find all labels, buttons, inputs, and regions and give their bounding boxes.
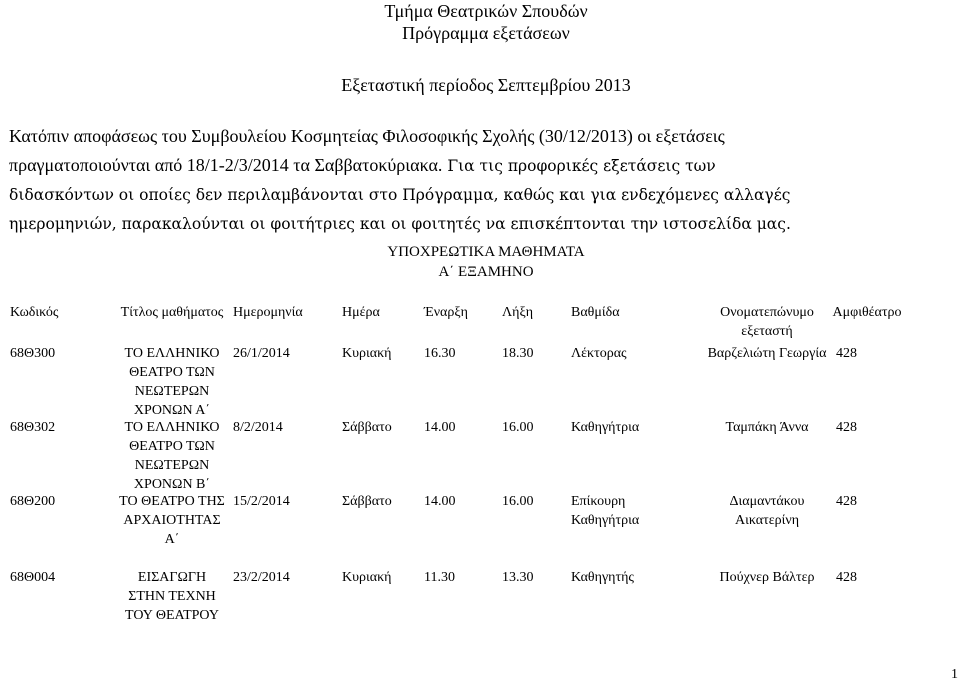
notice-line-4: ημερομηνιών, παρακαλούνται οι φοιτήτριες και οι φοιτητές να επισκέπτονται την ιστοσελίδα μας. — [9, 215, 791, 233]
row-title: ΤΟ ΕΛΛΗΝΙΚΟ ΘΕΑΤΡΟ ΤΩΝ ΝΕΩΤΕΡΩΝ ΧΡΟΝΩΝ Β΄ — [124, 420, 220, 492]
row-start: 16.30 — [424, 346, 456, 361]
row-title: ΤΟ ΕΛΛΗΝΙΚΟ ΘΕΑΤΡΟ ΤΩΝ ΝΕΩΤΕΡΩΝ ΧΡΟΝΩΝ Α΄ — [124, 346, 220, 418]
header-grade: Βαθμίδα — [571, 305, 620, 320]
row-amphitheatre: 428 — [836, 570, 857, 585]
row-day: Σάββατο — [342, 420, 392, 435]
notice-paragraph — [9, 122, 954, 239]
row-day: Κυριακή — [342, 346, 392, 361]
section-title: ΥΠΟΧΡΕΩΤΙΚΑ ΜΑΘΗΜΑΤΑ — [387, 244, 585, 260]
row-grade: Επίκουρη Καθηγήτρια — [571, 494, 640, 528]
notice-line-2 — [9, 151, 954, 181]
header-start: Έναρξη — [424, 305, 468, 320]
row-day: Σάββατο — [342, 494, 392, 509]
row-examiner: Ταμπάκη Άννα — [725, 420, 809, 435]
row-grade: Καθηγητής — [571, 570, 634, 585]
row-date: 8/2/2014 — [233, 420, 283, 435]
row-amphitheatre: 428 — [836, 420, 857, 435]
row-code: 68Θ302 — [10, 420, 56, 435]
page-number: 1 — [951, 667, 958, 682]
row-code: 68Θ004 — [10, 570, 56, 585]
row-date: 15/2/2014 — [233, 494, 290, 509]
notice-line-2-rest: Για τις προφορικές εξετάσεις των — [442, 157, 716, 175]
header-title: Τίτλος μαθήματος — [120, 305, 224, 320]
row-amphitheatre: 428 — [836, 346, 857, 361]
row-examiner: Διαμαντάκου Αικατερίνη — [729, 494, 805, 528]
schedule-title: Πρόγραμμα εξετάσεων — [402, 23, 570, 43]
header-date: Ημερομηνία — [233, 305, 303, 320]
row-amphitheatre: 428 — [836, 494, 857, 509]
row-title: ΕΙΣΑΓΩΓΗ ΣΤΗΝ ΤΕΧΝΗ ΤΟΥ ΘΕΑΤΡΟΥ — [125, 570, 219, 623]
header-examiner: Ονοματεπώνυμο εξεταστή — [720, 305, 814, 339]
row-code: 68Θ200 — [10, 494, 56, 509]
row-end: 16.00 — [502, 494, 534, 509]
notice-line-3: διδασκόντων οι οποίες δεν περιλαμβάνονται στο Πρόγραμμα, καθώς και για ενδεχόμενες αλλαγές — [9, 186, 791, 204]
row-date: 26/1/2014 — [233, 346, 290, 361]
row-grade: Λέκτορας — [571, 346, 627, 361]
row-end: 18.30 — [502, 346, 534, 361]
header-day: Ημέρα — [342, 305, 380, 320]
notice-line-1: Κατόπιν αποφάσεως του Συμβουλείου Κοσμητείας Φιλοσοφικής Σχολής (30/12/2013) οι εξετάσεις — [9, 126, 725, 146]
row-day: Κυριακή — [342, 570, 392, 585]
row-start: 14.00 — [424, 420, 456, 435]
notice-line-2-dates: πραγματοποιούνται από 18/1-2/3/2014 τα Σαββατοκύριακα. — [9, 155, 443, 175]
semester-title: Α΄ ΕΞΑΜΗΝΟ — [438, 264, 534, 280]
row-end: 13.30 — [502, 570, 534, 585]
row-end: 16.00 — [502, 420, 534, 435]
row-examiner: Βαρζελιώτη Γεωργία — [707, 346, 827, 361]
row-start: 11.30 — [424, 570, 455, 585]
header-end: Λήξη — [502, 305, 534, 320]
exam-period-title: Εξεταστική περίοδος Σεπτεμβρίου 2013 — [341, 75, 631, 95]
row-code: 68Θ300 — [10, 346, 56, 361]
row-start: 14.00 — [424, 494, 456, 509]
row-examiner: Πούχνερ Βάλτερ — [719, 570, 815, 585]
header-amphitheatre: Αμφιθέατρο — [832, 305, 902, 320]
row-title: ΤΟ ΘΕΑΤΡΟ ΤΗΣ ΑΡΧΑΙΟΤΗΤΑΣ Α΄ — [119, 494, 225, 547]
department-title: Τμήμα Θεατρικών Σπουδών — [384, 1, 588, 21]
row-date: 23/2/2014 — [233, 570, 290, 585]
row-grade: Καθηγήτρια — [571, 420, 640, 435]
header-code: Κωδικός — [10, 305, 59, 320]
